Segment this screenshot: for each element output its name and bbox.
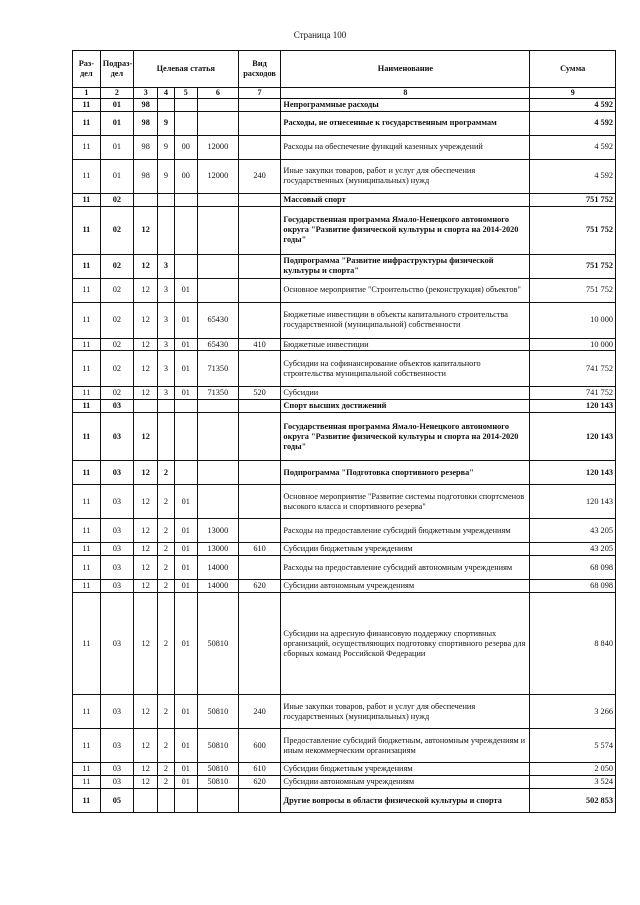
cell-sum: 120 143 [530,485,616,519]
cell-name: Расходы, не отнесенные к государственным программам [281,111,530,135]
cell-vid-rashodov [238,519,281,543]
cell-target-direction: 50810 [198,776,239,789]
cell-target-program: 12 [133,556,158,580]
cell-target-program: 12 [133,763,158,776]
cell-target-program: 12 [133,387,158,400]
cell-razdel: 11 [73,193,101,206]
table-row [73,254,616,278]
cell-target-program: 12 [133,593,158,695]
cell-name: Иные закупки товаров, работ и услуг для обеспечения государственных (муниципальных) нужд [281,695,530,729]
cell-target-direction [198,413,239,461]
cell-podrazdel: 03 [100,776,133,789]
cell-target-subprogram: 2 [158,580,174,593]
cell-target-subprogram: 2 [158,543,174,556]
header-sum: Сумма [530,51,616,88]
cell-razdel: 11 [73,729,101,763]
table-row [73,206,616,254]
cell-vid-rashodov [238,111,281,135]
cell-sum: 10 000 [530,302,616,338]
cell-podrazdel: 02 [100,302,133,338]
cell-razdel: 11 [73,776,101,789]
cell-vid-rashodov [238,254,281,278]
cell-target-event: 01 [174,278,198,302]
cell-target-program [133,193,158,206]
header-target: Целевая статья [133,51,238,88]
cell-target-direction: 14000 [198,580,239,593]
cell-razdel: 11 [73,543,101,556]
cell-podrazdel: 01 [100,135,133,159]
cell-target-subprogram: 2 [158,461,174,485]
cell-target-event [174,400,198,413]
cell-name: Государственная программа Ямало-Ненецкого автономного округа "Развитие физической культуры и спорта на 2014-2020 годы" [281,206,530,254]
cell-razdel: 11 [73,556,101,580]
cell-target-subprogram [158,193,174,206]
cell-target-program: 12 [133,543,158,556]
cell-sum: 43 205 [530,519,616,543]
cell-target-program: 12 [133,695,158,729]
cell-razdel: 11 [73,695,101,729]
cell-target-event: 01 [174,485,198,519]
cell-sum: 502 853 [530,789,616,813]
cell-vid-rashodov: 240 [238,159,281,193]
cell-target-subprogram: 2 [158,695,174,729]
column-number: 5 [174,88,198,99]
cell-target-direction [198,278,239,302]
table-row [73,278,616,302]
header-razdel: Раз-дел [73,51,101,88]
cell-vid-rashodov: 610 [238,543,281,556]
cell-target-direction: 50810 [198,729,239,763]
table-row [73,461,616,485]
cell-vid-rashodov [238,351,281,387]
column-number: 9 [530,88,616,99]
cell-target-event [174,789,198,813]
column-number: 3 [133,88,158,99]
cell-target-program: 12 [133,461,158,485]
cell-target-event: 01 [174,695,198,729]
cell-podrazdel: 03 [100,519,133,543]
cell-target-direction: 50810 [198,593,239,695]
cell-name: Субсидии на адресную финансовую поддержку спортивных организаций, осуществляющих подготовку спортивного резерва для сборных команд Российской Федерации [281,593,530,695]
cell-target-subprogram: 3 [158,254,174,278]
table-row [73,763,616,776]
table-row [73,580,616,593]
cell-podrazdel: 02 [100,278,133,302]
column-number: 8 [281,88,530,99]
cell-name: Государственная программа Ямало-Ненецкого автономного округа "Развитие физической культуры и спорта на 2014-2020 годы" [281,413,530,461]
cell-vid-rashodov [238,413,281,461]
cell-podrazdel: 02 [100,387,133,400]
cell-name: Предоставление субсидий бюджетным, автономным учреждениям и иным некоммерческим организациям [281,729,530,763]
cell-name: Субсидии автономным учреждениям [281,776,530,789]
cell-podrazdel: 03 [100,556,133,580]
table-row [73,98,616,111]
table-row [73,695,616,729]
cell-target-event [174,413,198,461]
cell-target-direction [198,400,239,413]
cell-sum: 4 592 [530,111,616,135]
cell-target-subprogram: 3 [158,338,174,351]
cell-target-event [174,254,198,278]
cell-target-direction: 71350 [198,351,239,387]
cell-razdel: 11 [73,206,101,254]
cell-target-direction: 12000 [198,159,239,193]
cell-target-subprogram [158,206,174,254]
column-number: 1 [73,88,101,99]
cell-target-direction: 50810 [198,695,239,729]
cell-target-event: 01 [174,763,198,776]
cell-target-subprogram [158,98,174,111]
table-row [73,387,616,400]
cell-name: Расходы на предоставление субсидий бюджетным учреждениям [281,519,530,543]
cell-target-event [174,98,198,111]
cell-name: Субсидии [281,387,530,400]
cell-sum: 2 050 [530,763,616,776]
cell-sum: 751 752 [530,278,616,302]
cell-name: Основное мероприятие "Строительство (реконструкция) объектов" [281,278,530,302]
table-row [73,400,616,413]
cell-podrazdel: 02 [100,351,133,387]
cell-target-event: 01 [174,593,198,695]
cell-podrazdel: 02 [100,206,133,254]
cell-target-program: 12 [133,485,158,519]
cell-target-program: 98 [133,159,158,193]
cell-target-subprogram [158,413,174,461]
cell-name: Субсидии автономным учреждениям [281,580,530,593]
cell-target-direction [198,111,239,135]
cell-name: Расходы на предоставление субсидий автономным учреждениям [281,556,530,580]
table-row [73,519,616,543]
cell-target-event: 00 [174,159,198,193]
cell-name: Бюджетные инвестиции в объекты капитального строительства государственной (муниципальной) собственности [281,302,530,338]
cell-name: Субсидии бюджетным учреждениям [281,763,530,776]
column-number: 6 [198,88,239,99]
cell-sum: 4 592 [530,135,616,159]
table-row [73,543,616,556]
cell-target-event [174,206,198,254]
cell-sum: 751 752 [530,254,616,278]
cell-podrazdel: 02 [100,193,133,206]
cell-sum: 43 205 [530,543,616,556]
column-number: 4 [158,88,174,99]
cell-razdel: 11 [73,302,101,338]
cell-target-program: 12 [133,302,158,338]
cell-razdel: 11 [73,593,101,695]
cell-vid-rashodov [238,193,281,206]
cell-target-subprogram: 2 [158,763,174,776]
cell-target-subprogram: 2 [158,593,174,695]
cell-target-direction: 50810 [198,763,239,776]
cell-sum: 741 752 [530,387,616,400]
cell-target-event: 01 [174,543,198,556]
cell-sum: 120 143 [530,400,616,413]
cell-target-event: 01 [174,302,198,338]
cell-name: Иные закупки товаров, работ и услуг для обеспечения государственных (муниципальных) нужд [281,159,530,193]
cell-target-program: 12 [133,338,158,351]
cell-target-direction: 13000 [198,519,239,543]
cell-target-direction: 71350 [198,387,239,400]
cell-name: Расходы на обеспечение функций казенных учреждений [281,135,530,159]
cell-target-program: 12 [133,206,158,254]
cell-razdel: 11 [73,338,101,351]
cell-target-subprogram: 9 [158,111,174,135]
table-row [73,593,616,695]
cell-podrazdel: 03 [100,400,133,413]
cell-sum: 3 266 [530,695,616,729]
cell-razdel: 11 [73,485,101,519]
table-row [73,135,616,159]
cell-vid-rashodov [238,556,281,580]
cell-target-subprogram: 9 [158,135,174,159]
cell-target-event [174,193,198,206]
cell-target-subprogram: 2 [158,556,174,580]
cell-razdel: 11 [73,580,101,593]
cell-target-direction [198,789,239,813]
cell-vid-rashodov [238,461,281,485]
cell-razdel: 11 [73,461,101,485]
cell-sum: 741 752 [530,351,616,387]
cell-sum: 120 143 [530,461,616,485]
cell-vid-rashodov [238,206,281,254]
cell-target-program: 98 [133,111,158,135]
cell-podrazdel: 03 [100,461,133,485]
table-row [73,351,616,387]
cell-target-event [174,111,198,135]
cell-sum: 120 143 [530,413,616,461]
cell-target-direction [198,485,239,519]
cell-target-event [174,461,198,485]
header-row [73,51,616,88]
cell-vid-rashodov [238,485,281,519]
cell-podrazdel: 03 [100,580,133,593]
table-row [73,159,616,193]
cell-sum: 4 592 [530,159,616,193]
page-label: Страница 100 [293,30,347,40]
cell-name: Спорт высших достижений [281,400,530,413]
column-number: 7 [238,88,281,99]
budget-table [72,50,616,813]
cell-razdel: 11 [73,135,101,159]
cell-target-program: 12 [133,413,158,461]
cell-podrazdel: 03 [100,543,133,556]
cell-target-program [133,400,158,413]
cell-target-program [133,789,158,813]
cell-name: Субсидии бюджетным учреждениям [281,543,530,556]
cell-sum: 751 752 [530,206,616,254]
cell-target-direction [198,193,239,206]
cell-target-program: 98 [133,98,158,111]
table-row [73,729,616,763]
cell-razdel: 11 [73,387,101,400]
cell-razdel: 11 [73,351,101,387]
cell-vid-rashodov: 620 [238,580,281,593]
cell-target-event: 01 [174,351,198,387]
cell-razdel: 11 [73,763,101,776]
cell-target-event: 01 [174,580,198,593]
cell-sum: 4 592 [530,98,616,111]
cell-target-direction: 65430 [198,302,239,338]
cell-vid-rashodov [238,789,281,813]
cell-vid-rashodov: 520 [238,387,281,400]
cell-podrazdel: 03 [100,593,133,695]
cell-target-direction: 13000 [198,543,239,556]
cell-target-subprogram [158,400,174,413]
cell-vid-rashodov [238,302,281,338]
table-row [73,556,616,580]
cell-name: Подпрограмма "Подготовка спортивного резерва" [281,461,530,485]
cell-target-program: 12 [133,254,158,278]
cell-podrazdel: 01 [100,98,133,111]
cell-name: Массовый спорт [281,193,530,206]
cell-target-direction [198,98,239,111]
cell-podrazdel: 02 [100,338,133,351]
cell-name: Основное мероприятие "Развитие системы подготовки спортсменов высокого класса и спортивного резерва" [281,485,530,519]
cell-target-event: 01 [174,519,198,543]
cell-target-event: 01 [174,729,198,763]
cell-target-program: 12 [133,580,158,593]
cell-target-subprogram: 2 [158,776,174,789]
cell-sum: 68 098 [530,580,616,593]
cell-target-program: 12 [133,776,158,789]
cell-target-subprogram: 9 [158,159,174,193]
cell-target-subprogram: 2 [158,729,174,763]
cell-target-direction [198,254,239,278]
cell-target-subprogram: 3 [158,387,174,400]
cell-razdel: 11 [73,789,101,813]
cell-sum: 751 752 [530,193,616,206]
cell-target-program: 12 [133,729,158,763]
cell-vid-rashodov [238,135,281,159]
table-row [73,789,616,813]
cell-razdel: 11 [73,400,101,413]
cell-vid-rashodov [238,593,281,695]
table-row [73,776,616,789]
cell-name: Субсидии на софинансирование объектов капитального строительства муниципальной собственности [281,351,530,387]
cell-vid-rashodov: 610 [238,763,281,776]
cell-podrazdel: 03 [100,413,133,461]
cell-target-event: 00 [174,135,198,159]
cell-podrazdel: 03 [100,729,133,763]
cell-podrazdel: 01 [100,159,133,193]
cell-razdel: 11 [73,159,101,193]
cell-vid-rashodov: 620 [238,776,281,789]
cell-vid-rashodov [238,98,281,111]
cell-razdel: 11 [73,111,101,135]
cell-podrazdel: 03 [100,485,133,519]
cell-name: Подпрограмма "Развитие инфраструктуры физической культуры и спорта" [281,254,530,278]
cell-sum: 5 574 [530,729,616,763]
cell-target-event: 01 [174,776,198,789]
cell-target-subprogram: 3 [158,351,174,387]
cell-podrazdel: 02 [100,254,133,278]
cell-podrazdel: 05 [100,789,133,813]
header-name: Наименование [281,51,530,88]
cell-name: Непрограммные расходы [281,98,530,111]
cell-target-subprogram: 3 [158,278,174,302]
column-number-row [73,88,616,99]
cell-target-direction: 14000 [198,556,239,580]
cell-target-subprogram: 2 [158,519,174,543]
cell-target-direction [198,206,239,254]
cell-vid-rashodov: 240 [238,695,281,729]
cell-razdel: 11 [73,278,101,302]
cell-vid-rashodov: 600 [238,729,281,763]
table-row [73,302,616,338]
table-row [73,338,616,351]
cell-target-event: 01 [174,556,198,580]
cell-target-event: 01 [174,338,198,351]
cell-name: Бюджетные инвестиции [281,338,530,351]
table-row [73,485,616,519]
cell-sum: 68 098 [530,556,616,580]
cell-target-direction: 12000 [198,135,239,159]
cell-sum: 10 000 [530,338,616,351]
cell-target-direction [198,461,239,485]
column-number: 2 [100,88,133,99]
cell-podrazdel: 03 [100,763,133,776]
cell-name: Другие вопросы в области физической культуры и спорта [281,789,530,813]
table-row [73,193,616,206]
header-vid: Вид расходов [238,51,281,88]
cell-razdel: 11 [73,98,101,111]
cell-sum: 3 524 [530,776,616,789]
cell-target-program: 98 [133,135,158,159]
cell-target-program: 12 [133,351,158,387]
cell-target-program: 12 [133,519,158,543]
cell-target-event: 01 [174,387,198,400]
cell-target-subprogram [158,789,174,813]
cell-target-subprogram: 3 [158,302,174,338]
cell-podrazdel: 03 [100,695,133,729]
cell-vid-rashodov [238,278,281,302]
header-podrazdel: Подраз-дел [100,51,133,88]
cell-sum: 8 840 [530,593,616,695]
cell-razdel: 11 [73,413,101,461]
cell-target-subprogram: 2 [158,485,174,519]
cell-target-program: 12 [133,278,158,302]
cell-razdel: 11 [73,254,101,278]
table-row [73,111,616,135]
cell-vid-rashodov [238,400,281,413]
cell-razdel: 11 [73,519,101,543]
table-row [73,413,616,461]
cell-podrazdel: 01 [100,111,133,135]
cell-target-direction: 65430 [198,338,239,351]
cell-vid-rashodov: 410 [238,338,281,351]
